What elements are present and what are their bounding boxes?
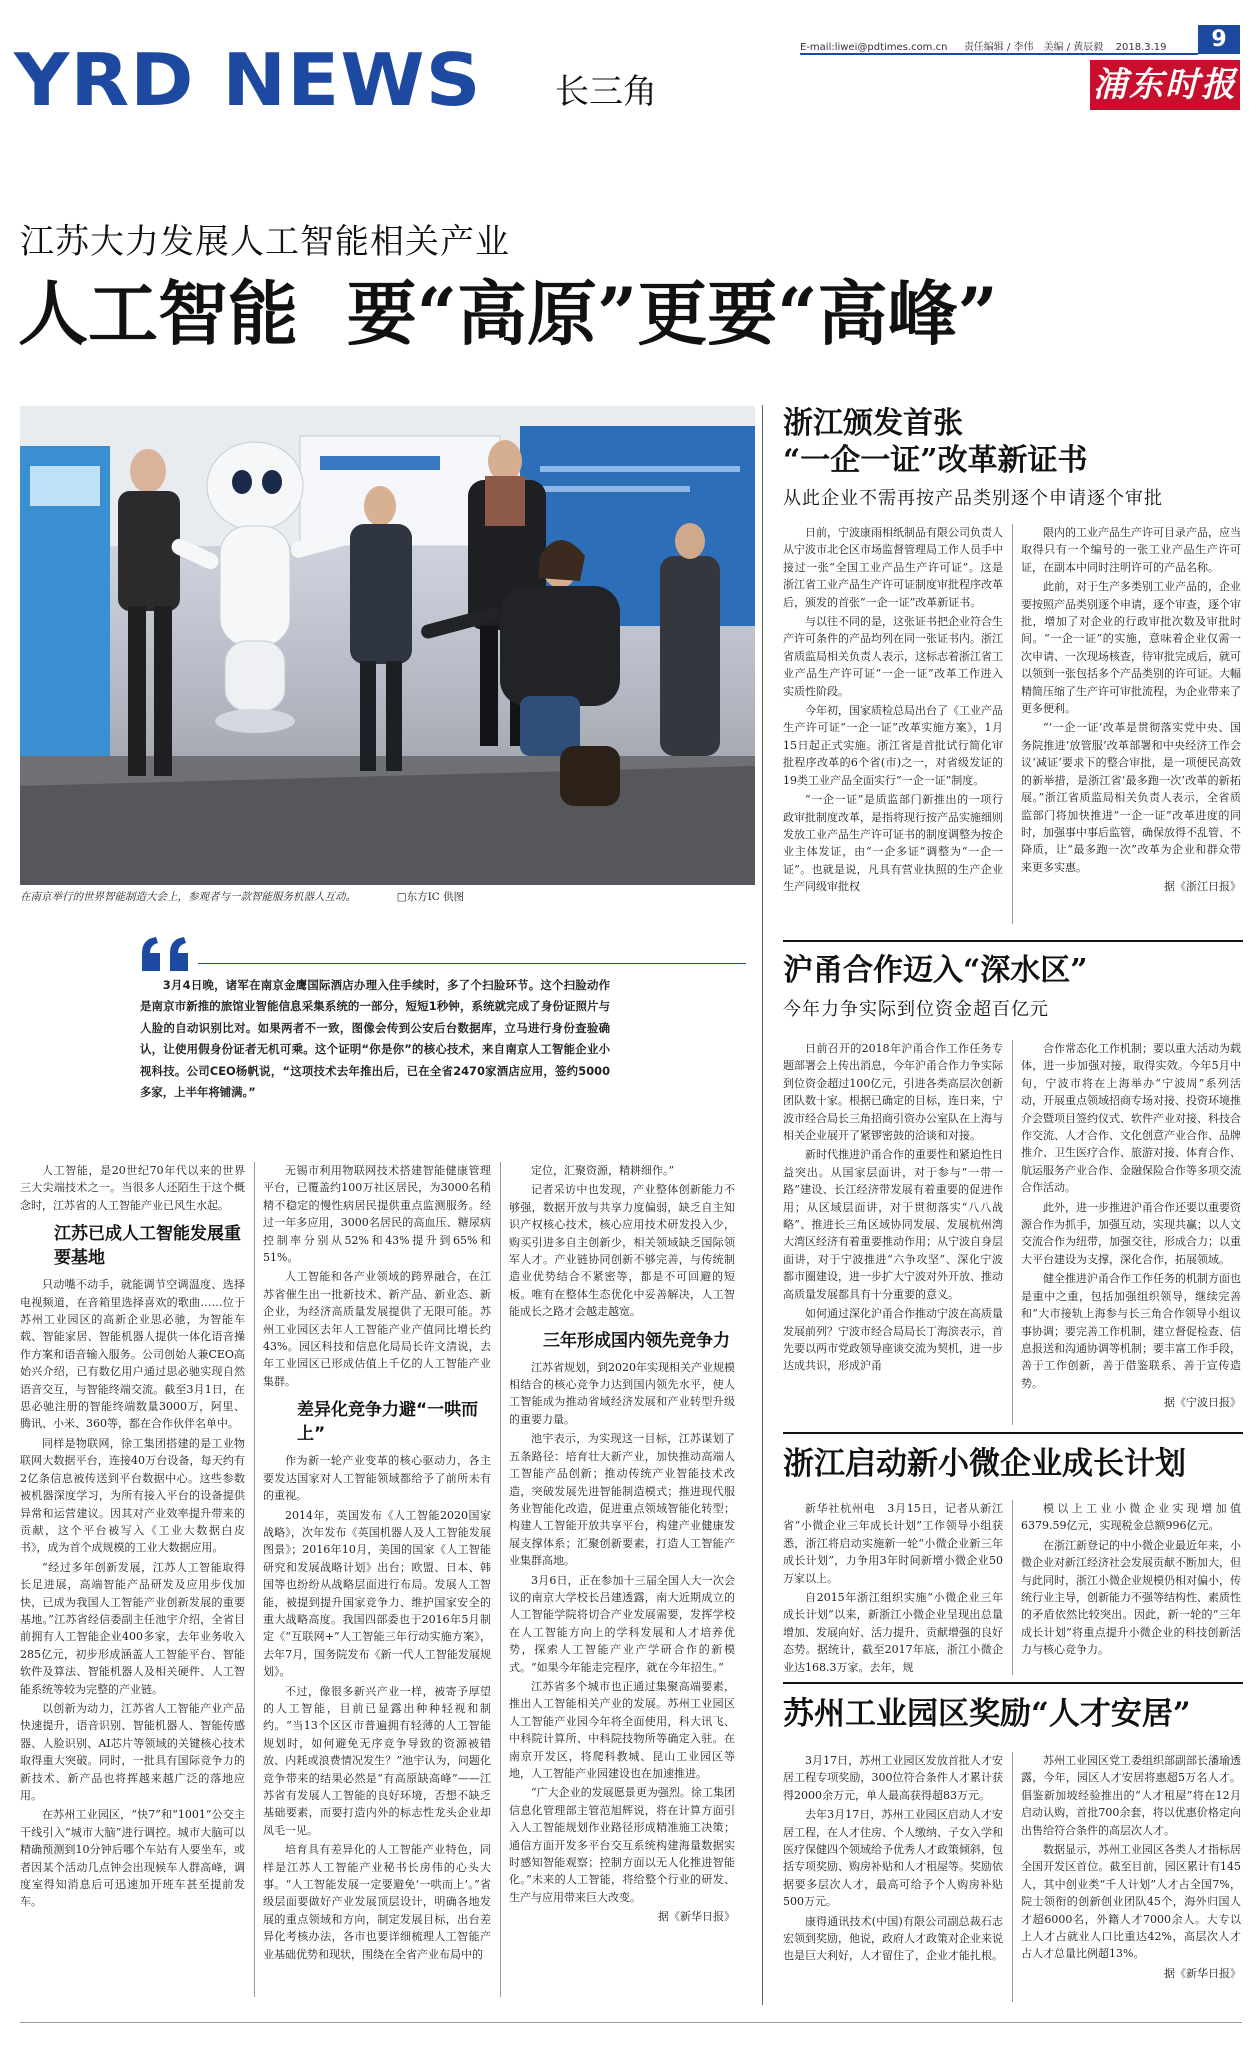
body-paragraph: 江苏省规划，到2020年实现相关产业规模相结合的核心竞争力达到国内领先水平，使人工智能成为推动省域经济发展和产业转型升级的重要力量。 xyxy=(509,1360,735,1426)
story-a-col-divider xyxy=(1012,524,1013,924)
expo-scene-illustration xyxy=(20,406,755,885)
masthead-text: 浦东时报 xyxy=(1093,65,1237,105)
body-paragraph: “广大企业的发展愿景更为强烈。徐工集团信息化管理部主管范旭辉说，将在计算方面引入人工智能规划作业路径形成精准施工决策；通信方面开发多平台交互系统构建海量数据实时感知智能观察；控制方面以无人化推进智能化。”未来的人工智能，将给整个行业的研发、生产与应用带来巨大改变。 xyxy=(509,1786,735,1904)
body-paragraph: “‘一企一证’改革是贯彻落实党中央、国务院推进‘放管服’改革部署和中央经济工作会议‘减证’要求下的整合审批，是一项便民高效的新举措，是浙江省‘最多跑一次’改革的新拓展。”浙江省质监局相关负责人表示，全省质监部门将加快推进“一企一证”改革进度的同时，加强事中事后监管，确保放得不乱管、不降质，让“最多跑一次”改革为企业和群众带来更多实惠。 xyxy=(1021,721,1241,874)
right-section-divider xyxy=(762,405,763,2005)
main-col-1 xyxy=(20,1162,245,2002)
body-paragraph: 3月17日，苏州工业园区发放首批人才安居工程专项奖励，300位符合条件人才累计获得2000余万元，单人最高获得超83万元。 xyxy=(783,1754,1003,1802)
body-paragraph: 自2015年浙江组织实施“小微企业三年成长计划”以来，新浙江小微企业呈现出总量增加、发展向好、活力提升、贡献增强的良好态势。据统计，截至2017年底，浙江小微企业达168.3万家。去年，规 xyxy=(783,1591,1003,1674)
story-d-col-2 xyxy=(1021,1752,1241,2014)
body-paragraph: 数据显示，苏州工业园区各类人才指标居全国开发区首位。截至目前，园区累计有145人，其中创业类“千人计划”人才占全国7%，院士领衔的创新创业团队45个，海外归国人才超6000名，外籍人才7000余人。大专以上人才占就业人口比重达42%，高层次人才占人才总量比例超13%。 xyxy=(1021,1843,1241,1961)
source-credit: 据《宁波日报》 xyxy=(1164,1396,1241,1410)
body-paragraph: “一企一证”是质监部门新推出的一项行政审批制度改革，是指将现行按产品实施细则发放工业产品生产许可证书的制度调整为按企业主体发证，由“一企多证”调整为“一企一证”。也就是说，凡具有营业执照的生产企业生产同级审批权 xyxy=(783,793,1003,894)
photo-caption-text: 在南京举行的世界智能制造大会上，参观者与一款智能服务机器人互动。 xyxy=(20,891,356,903)
source-credit: 据《新华日报》 xyxy=(658,1910,735,1924)
body-paragraph: 新时代推进沪甬合作的重要性和紧迫性日益突出。从国家层面讲，对于参与“一带一路”建设、长江经济带发展有着重要的促进作用；从区域层面讲，对于贯彻落实“八八战略”、推进长三角区域协同发展、发展杭州湾大湾区经济有着重要推动作用；从宁波自身层面讲，对于宁波推进“六争攻坚”、深化宁波都市圈建设，进一步扩大宁波对外开放、推动高质量发展都具有十分重要的意义。 xyxy=(783,1148,1003,1301)
body-paragraph: 定位，汇聚资源，精耕细作。” xyxy=(531,1164,675,1177)
body-paragraph: 在浙江新登记的中小微企业最近年来，小微企业对新江经济社会发展贡献不断加大，但与此同时，浙江小微企业规模仍相对偏小，传统行业主导，创新能力不强等结构性、素质性的矛盾依然比较突出。因此，新一轮的“三年成长计划”将重点提升小微企业的科技创新活力与核心竞争力。 xyxy=(1021,1538,1241,1657)
masthead-logo xyxy=(1090,60,1240,110)
body-paragraph: 去年3月17日，苏州工业园区启动人才安居工程，在人才住房、个人缴纳、子女入学和医疗保健四个领域给予优秀人才政策倾斜，包括专项奖励、购房补贴和人才租屋等。奖励依据要多层次人才，最高可给予个人购房补贴500万元。 xyxy=(783,1808,1003,1909)
body-paragraph: 培育具有差异化的人工智能产业特色，同样是江苏人工智能产业秘书长房伟的心头大事。“人工智能发展一定要避免‘一哄而上’。”省级层面要做好产业发展顶层设计，明确各地发展的重点领域和方向，制定发展目标，出台差异化考核办法，各市也要详细梳理人工智能产业基础优势和现状，围绕在全省产业布局中的 xyxy=(263,1843,491,1961)
body-paragraph: 今年初，国家质检总局出台了《工业产品生产许可证“一企一证”改革实施方案》，1月15日起正式实施。浙江省是首批试行简化审批程序改革的6个省(市)之一，对省级发证的19类工业产品全面实行“一企一证”制度。 xyxy=(783,704,1003,787)
source-credit: 据《新华日报》 xyxy=(1164,1966,1241,1980)
quote-icon xyxy=(138,935,196,973)
photo-credit: □东方IC 供图 xyxy=(396,891,465,903)
story-b-subtitle: 今年力争实际到位资金超百亿元 xyxy=(783,999,1049,1020)
story-a-col-1 xyxy=(783,524,1003,926)
story-d-col-divider xyxy=(1012,1752,1013,2002)
story-d-title: 苏州工业园区奖励“人才安居” xyxy=(783,1696,1191,1732)
header-meta xyxy=(800,38,1167,53)
body-paragraph: 苏州工业园区党工委组织部副部长潘瑜透露，今年，园区人才安居将惠超5万名人才。倡鉴新加坡经验推出的“人才租屋”将在12月启动认购，首批700余套，将以优惠价格定向出售给符合条件的高层次人才。 xyxy=(1021,1754,1241,1837)
main-col-divider-1 xyxy=(254,1162,255,1997)
body-paragraph: 健全推进沪甬合作工作任务的机制方面也是重中之重，包括加强组织领导，继续完善和“大市接轨上海参与长三角合作领导小组议事协调；要完善工作机制，建立督促检查、信息报送和沟通协调等机制；要丰富工作手段，善于工作创新，善于借鉴联系、善于宣传造势。 xyxy=(1021,1272,1241,1390)
lead-quote-mark xyxy=(138,935,196,973)
body-paragraph: 记者采访中也发现，产业整体创新能力不够强，数据开放与共享力度偏弱，缺乏自主知识产权核心技术，核心应用技术研发投入少，购买引进多自主创新少，相关领域缺乏国际领军人才。产业链协同创新不够完善，与传统制造业优势结合不紧密等，都是不可回避的短板。唯有在整体生态优化中妥善解决，人工智能成长之路才会越走越宽。 xyxy=(509,1183,735,1319)
main-kicker: 江苏大力发展人工智能相关产业 xyxy=(20,222,510,262)
body-paragraph: 人工智能，是20世纪70年代以来的世界三大尖端技术之一。当很多人还陌生于这个概念时，江苏省的人工智能产业已风生水起。 xyxy=(20,1164,245,1212)
header-editors: 责任编辑 / 李伟 美编 / 黄辰毅 xyxy=(963,42,1104,53)
story-b-title: 沪甬合作迈入“深水区” xyxy=(783,953,1088,988)
body-paragraph: 与以往不同的是，这张证书把企业符合生产许可条件的产品均列在同一张证书内。浙江省质监局相关负责人表示，这标志着浙江省工业产品生产许可证“一企一证”改革工作进入实质性阶段。 xyxy=(783,615,1003,698)
header xyxy=(0,0,1260,125)
page-number-badge xyxy=(1198,25,1240,54)
section-subheading: 三年形成国内领先竞争力 xyxy=(543,1330,730,1351)
header-top-line xyxy=(800,53,1198,55)
body-paragraph: 康得通讯技术(中国)有限公司副总裁石志宏领到奖励，他说，政府人才政策对企业来说也是巨大利好，人才留住了，企业才能扎根。 xyxy=(783,1914,1003,1963)
body-paragraph: 以创新为动力，江苏省人工智能产业产品快速提升，语音识别、智能机器人、智能传感器、人脸识别、AI芯片等领域的关键核心技术取得重大突破。同时，一批具有国际竞争力的新技术、新产品也将挥越来越广泛的落地应用。 xyxy=(20,1701,245,1802)
body-paragraph: 合作常态化工作机制；要以重大活动为载体，进一步加强对接，取得实效。今年5月中旬，宁波市将在上海举办“宁波周”系列活动，开展重点领域招商专场对接、投资环境推介会暨项目签约仪式、软件产业对接、科技合作交流、人才合作、文化创意产业合作、品牌推介、卫生医疗合作、旅游对接、体育合作、航运服务产业合作、金融保险合作等多项交流合作活动。 xyxy=(1021,1042,1241,1195)
body-paragraph: 人工智能和各产业领域的跨界融合，在江苏省催生出一批新技术、新产品、新业态、新企业，为经济高质量发展提供了无限可能。苏州工业园区去年人工智能产业产值同比增长约43%。园区科技和信息化局局长许文清说，去年工业园区已形成估值上千亿的人工智能产业集群。 xyxy=(263,1270,491,1388)
body-paragraph: 日前召开的2018年沪甬合作工作任务专题部署会上传出消息，今年沪甬合作力争实际到位资金超过100亿元，引进各类高层次创新团队数十家。根据已确定的目标，连日来，宁波市经合局长三角招商引资办公室队在上海与相关企业展开了紧锣密鼓的洽谈和对接。 xyxy=(783,1042,1003,1143)
photo-caption xyxy=(20,889,755,905)
story-b-col-2 xyxy=(1021,1040,1241,1428)
story-c-title: 浙江启动新小微企业成长计划 xyxy=(783,1446,1186,1482)
section-title-en: YRD NEWS xyxy=(14,38,482,122)
story-d-col-1 xyxy=(783,1752,1003,2007)
story-a-bottom-rule xyxy=(783,940,1243,942)
body-paragraph: 不过，像很多新兴产业一样，被寄予厚望的人工智能，目前已显露出种种轻视和制约。“当13个区区市普遍拥有轻薄的人工智能规划时，如何避免无序竞争导致的资源被错放、内耗或浪费情况发生？”池宇认为，问题化竞争带来的结果必然是“有高原缺高峰”——江苏省有发展人工智能的良好环境，否想不缺乏基础要素，而要打造内外的标志性龙头企业却凤毛一见。 xyxy=(263,1684,491,1837)
body-paragraph: 新华社杭州电 3月15日，记者从新江省“小微企业三年成长计划”工作领导小组获悉，浙江将启动实施新一轮“小微企业新三年成长计划”，力争用3年时间新增小微企业50万家以上。 xyxy=(783,1502,1003,1585)
main-col-divider-2 xyxy=(500,1162,501,1997)
story-b-col-divider xyxy=(1012,1040,1013,1425)
body-paragraph: 只动嘴不动手，就能调节空调温度、选择电视频道，在音箱里选择喜欢的歌曲……位于苏州工业园区的高新企业思必驰，为智能车载、智能家居、智能机器人提供一体化语音操作方案和语音输入服务。公司创始人兼CEO高始兴介绍，已有数亿用户通过思必驰实现自然语音交互，与智能终端交流。截至3月1日，在思必驰注册的智能终端数量3000万，阿里、腾讯、小米、360等，都在合作伙伴名单中。 xyxy=(20,1278,245,1431)
page-number: 9 xyxy=(1211,27,1227,52)
source-credit: 据《浙江日报》 xyxy=(1164,880,1241,894)
main-headline: 人工智能 要“高原”更要“高峰” xyxy=(18,272,998,355)
body-paragraph: 限内的工业产品生产许可目录产品，应当取得只有一个编号的一张工业产品生产许可证，在副本中同时注明许可的产品名称。 xyxy=(1021,526,1241,574)
body-paragraph: 如何通过深化沪甬合作推动宁波在高质量发展前列？宁波市经合局局长丁海滨表示，首先要以两市党政领导座谈交流为契机，进一步达成共识，形成沪甬 xyxy=(783,1307,1003,1373)
section-subheading: 江苏已成人工智能发展重要基地 xyxy=(54,1224,241,1269)
main-col-3 xyxy=(509,1162,735,2002)
section-subheading: 差异化竞争力避“一哄而上” xyxy=(297,1400,479,1445)
story-c-col-divider xyxy=(1012,1500,1013,1675)
body-paragraph: 模以上工业小微企业实现增加值6379.59亿元，实现税金总额996亿元。 xyxy=(1021,1502,1241,1533)
lead-quote-rule-top xyxy=(198,963,746,964)
body-paragraph: 江苏省多个城市也正通过集聚高端要素，推出人工智能相关产业的发展。苏州工业园区人工智能产业园今年将全面使用，科大讯飞、中科院计算所、中科院技物所等确定入驻。在南京开发区，将爬科教城、昆山工业园区等地，人工智能产业园建设也在加速推进。 xyxy=(509,1679,735,1780)
story-c-bottom-rule xyxy=(783,1682,1243,1684)
body-paragraph: 作为新一轮产业变革的核心驱动力，各主要发达国家对人工智能领域都给予了前所未有的重视。 xyxy=(263,1454,491,1503)
body-paragraph: 在苏州工业园区，“快7”和“1001”公交主干线引入“城市大脑”进行调控。城市大脑可以精确预测到10分钟后哪个车站有人要坐车，或者因某个活动几点钟会出现候车人群高峰，调度室得知消息后可迅速加开班车甚至提前发车。 xyxy=(20,1808,245,1909)
body-paragraph: “经过多年创新发展，江苏人工智能取得长足进展，高端智能产品研发及应用步伐加快，已成为我国人工智能产业创新发展的重要基地。”江苏省经信委副主任池宇介绍，全省目前拥有人工智能企业400多家，去年业务收入285亿元，初步形成涵盖人工智能平台、智能软件及算法、智能机器人及相关硬件、人工智能系统等较为完整的产业链。 xyxy=(20,1560,245,1696)
body-paragraph: 池宇表示，为实现这一目标，江苏谋划了五条路径：培育壮大新产业，加快推动高端人工智能产品创新；推动传统产业智能技术改造，突破发展先进智能制造模式；推进现代服务业智能化改造，促进重点领域智能化转型；构建人工智能开放共享平台，构建产业健康发展支撑体系；汇聚创新要素，打造人工智能产业集群高地。 xyxy=(509,1432,735,1568)
page-bottom-rule xyxy=(20,2022,1242,2023)
story-c-col-2 xyxy=(1021,1500,1241,1676)
body-paragraph: 无锡市利用物联网技术搭建智能健康管理平台，已覆盖约100万社区居民，为3000名稍精不稳定的慢性病居民提供重点监测服务。经过一年多应用，3000名居民的高血压、糖尿病控制率分别从52%和43%提升到65%和51%。 xyxy=(263,1164,491,1265)
body-paragraph: 2014年，英国发布《人工智能2020国家战略》，次年发布《英国机器人及人工智能发展图景》；2016年10月，美国的国家《人工智能研究和发展战略计划》出台；欧盟、日本、韩国等也纷纷从战略层面进行布局。发展人工智能，被提到提升国家竞争力、维护国家安全的重大战略高度。我国四部委也于2016年5月制定《“互联网+”人工智能三年行动实施方案》，去年7月，国务院发布《新一代人工智能发展规划》。 xyxy=(263,1508,491,1679)
section-title-cn: 长三角 xyxy=(555,72,657,112)
story-b-bottom-rule xyxy=(783,1432,1243,1434)
body-paragraph: 此前，对于生产多类别工业产品的，企业要按照产品类别逐个申请，逐个审查，逐个审批，增加了对企业的行政审批次数及审批时间。“一企一证”的实施，意味着企业仅需一次申请、一次现场核查，待审批完成后，就可以领到一张包括多个产品类别的许可证。大幅精简压缩了生产许可审批流程，为企业带来了更多便利。 xyxy=(1021,580,1241,716)
story-a-title-2: “一企一证”改革新证书 xyxy=(783,443,1088,478)
main-photo xyxy=(20,406,755,885)
body-paragraph: 此外，进一步推进沪甬合作还要以重要资源合作为抓手，加强互动，实现共赢；以人文交流合作为纽带，加强交往，形成合力；以重大平台建设为支撑，深化合作，拓展领域。 xyxy=(1021,1200,1241,1266)
header-email: E-mail:liwei@pdtimes.com.cn xyxy=(800,42,948,53)
story-b-col-1 xyxy=(783,1040,1003,1426)
lead-paragraph: 3月4日晚，诸军在南京金鹰国际酒店办理入住手续时，多了个扫脸环节。这个扫脸动作是南京市新推的旅馆业智能信息采集系统的一部分，短短1秒钟，系统就完成了身份证照片与人脸的自动识别比对。如果两者不一致，图像会传到公安后台数据库，立马进行身份查验确认，让使用假身份证者无机可乘。这个证明“你是你”的核心技术，来自南京人工智能企业小视科技。公司CEO杨帆说，“这项技术去年推出后，已在全省2470家酒店应用，签约5000多家，上半年将铺满。” xyxy=(140,978,610,1100)
body-paragraph: 同样是物联网，徐工集团搭建的是工业物联网大数据平台，连接40万台设备，每天约有2亿条信息被传送到平台数据中心。这些参数被机器深度学习，为所有接入平台的设备提供异常和运营建议。因其对产业效率提升带来的贡献，这个平台被写入《工业大数据白皮书》，成为首个成规模的工业大数据应用。 xyxy=(20,1436,245,1555)
main-col-2 xyxy=(263,1162,491,2002)
story-a-col-2 xyxy=(1021,524,1241,934)
body-paragraph: 日前，宁波康雨相纸制品有限公司负责人从宁波市北仑区市场监督管理局工作人员手中接过一张“全国工业产品生产许可证”。这是浙江省工业产品生产许可证制度审批程序改革后，颁发的首张“一企一证”改革新证书。 xyxy=(783,526,1003,609)
body-paragraph: 3月6日，正在参加十三届全国人大一次会议的南京大学校长吕建透露，南大近期成立的人工智能学院将切合产业发展需要，发挥学校在人工智能方向上的学科发展和人才培养优势，探索人工智能产业产学研合作的新模式。“如果今年能走完程序，就在今年招生。” xyxy=(509,1573,735,1674)
story-a-title-1: 浙江颁发首张 xyxy=(783,406,963,441)
header-date: 2018.3.19 xyxy=(1115,42,1167,53)
story-a-subtitle: 从此企业不需再按产品类别逐个申请逐个审批 xyxy=(783,488,1163,509)
story-c-col-1 xyxy=(783,1500,1003,1676)
